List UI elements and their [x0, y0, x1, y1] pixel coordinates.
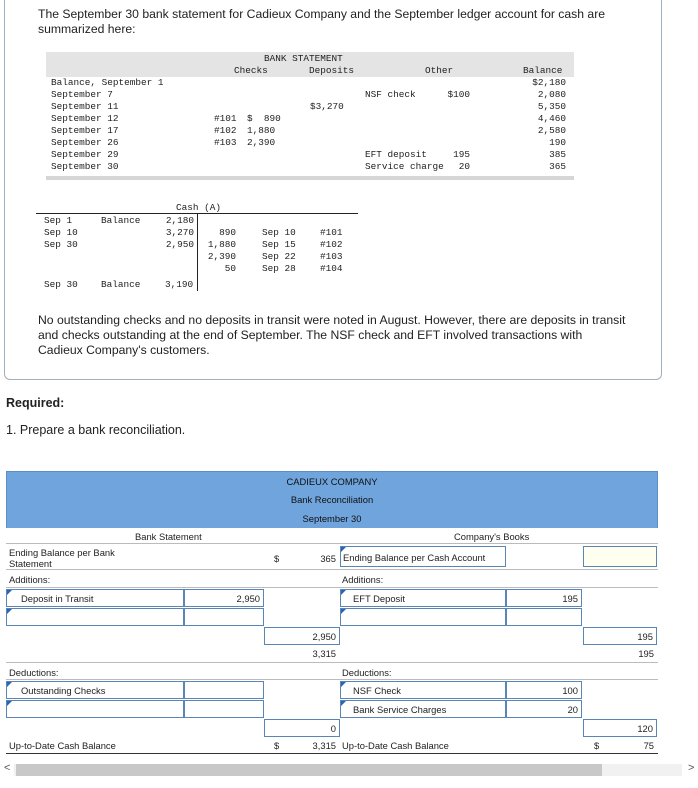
books-header: Company's Books: [454, 531, 530, 542]
bs-balance: 2,080: [537, 89, 566, 100]
recon-company: CADIEUX COMPANY: [6, 471, 658, 490]
ending-cash-label-text: Ending Balance per Cash Account: [343, 552, 486, 563]
bs-other-amt: 195: [453, 149, 470, 160]
bank-ded-1-value-field[interactable]: [184, 681, 264, 699]
ledger-date: Sep 30: [44, 239, 78, 250]
ledger-credit-date: Sep 22: [262, 251, 296, 262]
ledger-date: Sep 1: [44, 215, 73, 226]
bs-other-desc: EFT deposit: [365, 149, 427, 160]
ledger-desc: Balance: [101, 215, 141, 226]
required-heading: Required:: [6, 396, 65, 410]
bank-add-2-value-field[interactable]: [184, 608, 264, 626]
scroll-right-icon[interactable]: >: [688, 762, 695, 774]
bank-add-total-field[interactable]: [264, 627, 340, 645]
bank-add-1-value-text: 2,950: [236, 593, 260, 604]
rule-ending: [6, 569, 658, 570]
bs-check-amt: 1,880: [247, 125, 276, 136]
ending-bank-label: Ending Balance per Bank Statement: [9, 547, 115, 569]
bs-balance: 385: [549, 149, 566, 160]
bs-balance: $2,180: [532, 77, 566, 88]
ledger-debit: 3,270: [165, 227, 194, 238]
bs-check-no: #103: [214, 137, 237, 148]
col-checks: Checks: [234, 65, 268, 76]
ledger-credit: 50: [224, 263, 236, 274]
scroll-left-icon[interactable]: <: [4, 762, 11, 774]
bs-balance: 5,350: [537, 101, 566, 112]
col-balance: Balance: [523, 65, 563, 76]
books-add-total-text: 195: [637, 631, 653, 642]
books-ded-2-value-field[interactable]: [506, 700, 582, 718]
rule-header: [6, 543, 658, 544]
col-deposits: Deposits: [309, 65, 355, 76]
ledger-credit-date: Sep 28: [262, 263, 296, 274]
books-additions-label: Additions:: [342, 574, 384, 585]
bs-other-amt: $100: [447, 89, 470, 100]
ending-bank-value: 365: [320, 553, 336, 564]
note-text: No outstanding checks and no deposits in transit were noted in August. However, there are deposits in transit and checks outstanding at the end of September. The NSF check and EFT involved transactions with Cadieux Company's customers.: [38, 313, 626, 357]
ledger-date: Sep 10: [44, 227, 78, 238]
books-ded-1-value-text: 100: [562, 685, 578, 696]
bank-add-2-label-field[interactable]: [6, 608, 184, 626]
rule-deductions: [6, 679, 658, 680]
ledger-credit: 2,390: [207, 251, 236, 262]
bank-add-total-text: 2,950: [312, 631, 336, 642]
bank-header: Bank Statement: [135, 531, 202, 542]
uptodate-bank-label: Up-to-Date Cash Balance: [9, 740, 116, 751]
ledger-title: Cash (A): [176, 202, 222, 213]
ledger-debit: 2,950: [165, 239, 194, 250]
task-label: 1. Prepare a bank reconciliation.: [6, 423, 186, 437]
books-add-1-label-field[interactable]: [340, 589, 506, 607]
ledger-end-date: Sep 30: [44, 279, 78, 290]
uptodate-books-label: Up-to-Date Cash Balance: [342, 740, 449, 751]
books-ded-1-value-field[interactable]: [506, 681, 582, 699]
books-add-1-label-text: EFT Deposit: [353, 593, 405, 604]
col-other: Other: [425, 65, 454, 76]
bank-add-1-value-field[interactable]: [184, 589, 264, 607]
books-add-1-value-text: 195: [562, 593, 578, 604]
books-deductions-label: Deductions:: [342, 667, 392, 678]
bs-balance: 190: [549, 137, 566, 148]
ledger-credit-ref: #103: [320, 251, 343, 262]
bank-ded-2-label-field[interactable]: [6, 700, 184, 718]
bs-date: September 29: [51, 149, 119, 160]
intro-text: The September 30 bank statement for Cadieux Company and the September ledger account for cash are summarized here:: [38, 7, 606, 36]
ledger-credit-ref: #102: [320, 239, 343, 250]
uptodate-books-dollar: $: [594, 740, 600, 751]
books-add-total-field[interactable]: [583, 627, 657, 645]
ledger-end-amount: 3,190: [165, 279, 194, 290]
bank-ded-1-label-field[interactable]: [6, 681, 184, 699]
ledger-credit: 1,880: [207, 239, 236, 250]
bank-ded-total-field[interactable]: [264, 719, 340, 737]
ledger-debit: 2,180: [165, 215, 194, 226]
bank-statement-bottom-rule: [46, 176, 574, 180]
bs-check-amt: 2,390: [247, 137, 276, 148]
books-ded-2-label-field[interactable]: [340, 700, 506, 718]
bank-ded-1-label-text: Outstanding Checks: [21, 685, 106, 696]
bank-additions-label: Additions:: [9, 574, 51, 585]
bs-other-desc: NSF check: [365, 89, 416, 100]
recon-title: Bank Reconciliation: [6, 490, 658, 509]
books-ded-2-label-text: Bank Service Charges: [353, 704, 447, 715]
bs-check-no: #101: [214, 113, 237, 124]
bs-date: September 17: [51, 125, 119, 136]
rule-final: [6, 753, 658, 754]
ledger-credit-ref: #104: [320, 263, 343, 274]
bank-add-1-label-text: Deposit in Transit: [21, 593, 94, 604]
bs-check-amt: $ 890: [247, 113, 281, 124]
bs-other-desc: Service charge: [365, 161, 444, 172]
scroll-thumb[interactable]: [16, 764, 602, 776]
bank-subtotal: 3,315: [312, 648, 336, 659]
books-add-2-label-field[interactable]: [340, 608, 506, 626]
recon-date: September 30: [6, 509, 658, 528]
books-ded-1-label-field[interactable]: [340, 681, 506, 699]
uptodate-bank-dollar: $: [274, 740, 280, 751]
uptodate-books-value: 75: [643, 740, 654, 751]
bs-date: September 11: [51, 101, 119, 112]
books-ded-2-value-text: 20: [567, 704, 578, 715]
bs-check-no: #102: [214, 125, 237, 136]
ending-cash-label-field[interactable]: [340, 546, 506, 567]
ledger-credit: 890: [219, 227, 236, 238]
bank-deductions-label: Deductions:: [9, 667, 59, 678]
bs-balance: 2,580: [537, 125, 566, 136]
ending-bank-dollar: $: [274, 553, 280, 564]
books-subtotal: 195: [638, 648, 654, 659]
bs-date: September 26: [51, 137, 119, 148]
ledger-credit-date: Sep 15: [262, 239, 296, 250]
books-add-1-value-field[interactable]: [506, 589, 582, 607]
rule-subtotal: [6, 662, 658, 663]
books-ded-total-text: 120: [637, 723, 653, 734]
bs-balance: 365: [549, 161, 566, 172]
books-ded-total-field[interactable]: [583, 719, 657, 737]
bs-date: September 7: [51, 89, 113, 100]
ledger-end-desc: Balance: [101, 279, 141, 290]
bank-add-1-label-field[interactable]: [6, 589, 184, 607]
bs-date: September 30: [51, 161, 119, 172]
bs-date: Balance, September 1: [51, 77, 164, 88]
bank-ded-2-value-field[interactable]: [184, 700, 264, 718]
rule-additions: [6, 587, 658, 588]
books-add-2-value-field[interactable]: [506, 608, 582, 626]
horizontal-scrollbar[interactable]: [0, 762, 698, 776]
ending-cash-value-field[interactable]: [583, 546, 657, 567]
books-ded-1-label-text: NSF Check: [353, 685, 401, 696]
ledger-credit-ref: #101: [320, 227, 343, 238]
bs-date: September 12: [51, 113, 119, 124]
bank-ded-total-text: 0: [330, 723, 336, 734]
bs-deposit: $3,270: [310, 101, 344, 112]
bank-statement-title: BANK STATEMENT: [264, 53, 343, 64]
ledger-credit-date: Sep 10: [262, 227, 296, 238]
uptodate-bank-value: 3,315: [312, 740, 336, 751]
bs-other-amt: 20: [458, 161, 470, 172]
bs-balance: 4,460: [537, 113, 566, 124]
